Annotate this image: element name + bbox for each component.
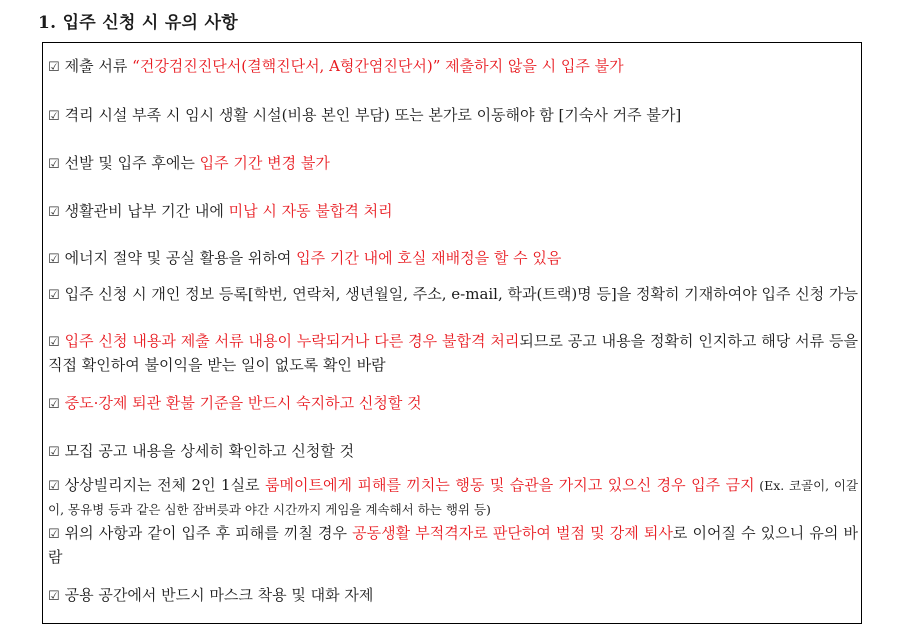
checkbox-icon: ☑	[48, 589, 60, 604]
item-text: 위의 사항과 같이 입주 후 피해를 끼칠 경우	[64, 524, 353, 542]
highlight-text: 입주 기간 내에 호실 재배정을 할 수 있음	[296, 249, 562, 267]
checkbox-icon: ☑	[48, 479, 60, 494]
section-heading: 1. 입주 신청 시 유의 사항	[38, 13, 238, 33]
notice-item	[48, 200, 858, 224]
highlight-text: 공동생활 부적격자로 판단하여 벌점 및 강제 퇴사	[352, 524, 673, 542]
notice-item	[48, 584, 858, 608]
checkbox-icon: ☑	[48, 252, 60, 267]
item-text: 제출 서류	[64, 57, 133, 75]
item-text: 선발 및 입주 후에는	[64, 154, 200, 172]
checkbox-icon: ☑	[48, 527, 60, 542]
notice-item	[48, 247, 858, 271]
highlight-text: 중도·강제 퇴관 환불 기준을 반드시 숙지하고 신청할 것	[64, 394, 422, 412]
highlight-text: 미납 시 자동 불합격 처리	[228, 202, 393, 220]
item-text: 격리 시설 부족 시 임시 생활 시설(비용 본인 부담) 또는 본가로 이동해야 함 [기숙사 거주 불가]	[64, 106, 682, 124]
notice-item	[48, 522, 858, 569]
highlight-text: 입주 기간 변경 불가	[199, 154, 330, 172]
checkbox-icon: ☑	[48, 205, 60, 220]
notice-item	[48, 104, 858, 128]
notice-item	[48, 283, 858, 307]
checkbox-icon: ☑	[48, 335, 60, 350]
checkbox-icon: ☑	[48, 109, 60, 124]
item-text: 되므로 공고 내용을 정확히 인지하고 해당 서류 등을 직접 확인하여 불이익을 받는 일이 없도록 확인 바람	[48, 332, 859, 374]
checkbox-icon: ☑	[48, 60, 60, 75]
notice-item	[48, 330, 858, 377]
item-text: 입주 신청 시 개인 정보 등록[학번, 연락처, 생년월일, 주소, e-mail, 학과(트랙)명 등]을 정확히 기재하여야 입주 신청 가능	[64, 285, 858, 303]
checkbox-icon: ☑	[48, 288, 60, 303]
notice-item	[48, 440, 858, 464]
item-text: 에너지 절약 및 공실 활용을 위하여	[64, 249, 297, 267]
item-text: 모집 공고 내용을 상세히 확인하고 신청할 것	[64, 442, 355, 460]
notice-item	[48, 474, 858, 521]
checkbox-icon: ☑	[48, 445, 60, 460]
item-text: 생활관비 납부 기간 내에	[64, 202, 229, 220]
notice-item	[48, 152, 858, 176]
highlight-text: 입주 신청 내용과 제출 서류 내용이 누락되거나 다른 경우 불합격 처리	[64, 332, 520, 350]
highlight-text: “건강검진진단서(결핵진단서, A형간염진단서)” 제출하지 않을 시 입주 불가	[132, 57, 624, 75]
item-text: 상상빌리지는 전체 2인 1실로	[64, 476, 266, 494]
notice-item	[48, 55, 858, 79]
item-text: 공용 공간에서 반드시 마스크 착용 및 대화 자제	[64, 586, 374, 604]
highlight-text: 룸메이트에게 피해를 끼치는 행동 및 습관을 가지고 있으신 경우 입주 금지	[265, 476, 755, 494]
item-text: 로 이어질 수 있으니 유의 바람	[48, 524, 858, 566]
checkbox-icon: ☑	[48, 157, 60, 172]
item-text: (Ex. 코골이, 이갈이, 몽유병 등과 같은 심한 잠버릇과 야간 시간까지 게임을 계속해서 하는 행위 등)	[48, 478, 858, 517]
checkbox-icon: ☑	[48, 397, 60, 412]
notice-item	[48, 392, 858, 416]
